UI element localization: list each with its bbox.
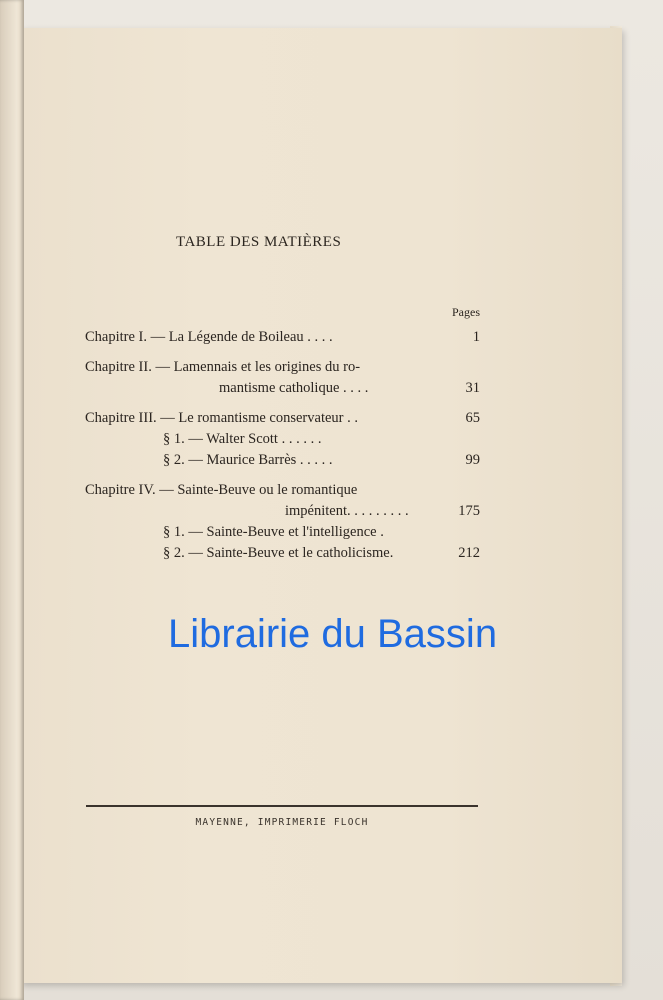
- toc-entry: [85, 357, 480, 378]
- toc-title: TABLE DES MATIÈRES: [176, 234, 342, 250]
- divider: [86, 805, 478, 807]
- toc-entry-label: § 1. — Walter Scott . . . . . .: [163, 431, 322, 447]
- toc-entry-label: Chapitre II. — Lamennais et les origines du ro-: [85, 359, 361, 375]
- toc-entry: [85, 501, 480, 522]
- toc-entry-page: 65: [465, 410, 480, 426]
- toc-entry: [85, 450, 480, 471]
- toc-entry-label: § 2. — Maurice Barrès . . . . .: [163, 452, 333, 468]
- toc-entry-page: 31: [465, 380, 480, 396]
- facing-page-edge: [0, 0, 24, 1000]
- toc-entry-label: impénitent. . . . . . . . .: [285, 503, 409, 519]
- watermark: Librairie du Bassin: [168, 612, 498, 656]
- pages-heading: Pages: [452, 305, 480, 319]
- toc-entry-label: Chapitre I. — La Légende de Boileau . . . .: [85, 329, 333, 345]
- table-of-contents: [85, 302, 480, 564]
- toc-entry: [85, 480, 480, 501]
- toc-entry-label: Chapitre IV. — Sainte-Beuve ou le romantique: [85, 482, 358, 498]
- toc-entry: [85, 378, 480, 399]
- toc-entry: [85, 543, 480, 564]
- toc-entry: [85, 429, 480, 450]
- toc-entry-label: mantisme catholique . . . .: [219, 380, 369, 396]
- toc-entry: [85, 327, 480, 348]
- toc-entry-label: Chapitre III. — Le romantisme conservateur . .: [85, 410, 358, 426]
- toc-entry-label: § 1. — Sainte-Beuve et l'intelligence .: [163, 524, 384, 540]
- toc-entry-page: 212: [458, 545, 480, 561]
- toc-entry: [85, 522, 480, 543]
- toc-entry-page: 99: [465, 452, 480, 468]
- toc-entry-page: 175: [458, 503, 480, 519]
- imprint: MAYENNE, IMPRIMERIE FLOCH: [195, 817, 369, 828]
- toc-entry-page: 1: [472, 329, 480, 345]
- toc-entry: [85, 408, 480, 429]
- toc-entry-label: § 2. — Sainte-Beuve et le catholicisme.: [163, 545, 394, 561]
